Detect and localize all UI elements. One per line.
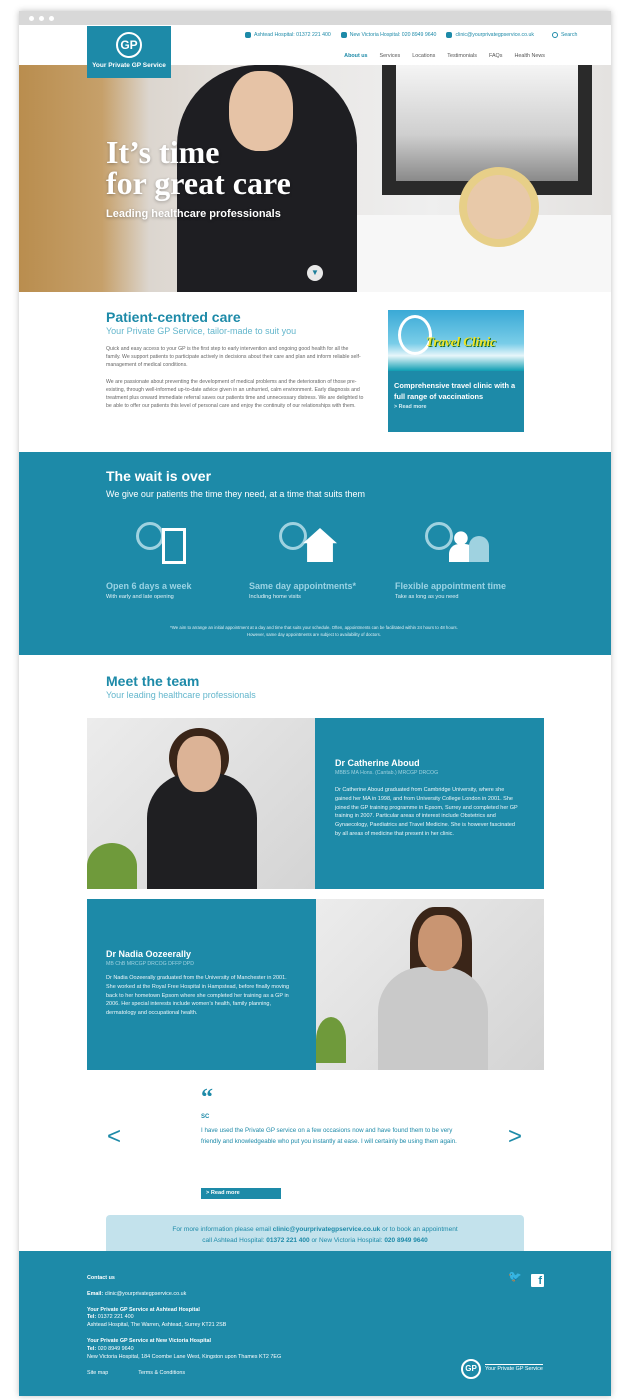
- doctor-bio: Dr Catherine Aboud graduated from Cambridge University, where she gained her MA in 1998, and from University College London in 2001. She joined the GP training programme in Epsom, Surrey and completed her GP training in 2007. Particular areas of interest include Obstetrics and Gynaecology, Paediatrics and Travel Medicine. She is however fascinated by all areas of medicine that present in her clinic.: [335, 787, 518, 837]
- feature-desc: Take as long as you need: [395, 594, 459, 600]
- hero-patient: [459, 167, 539, 247]
- doctor-info: [315, 718, 544, 889]
- contact-text: Ashtead Hospital: 01372 221 400: [254, 32, 331, 38]
- hero-subtitle: Leading healthcare professionals: [106, 208, 281, 220]
- people-clock-icon: [425, 522, 485, 566]
- next-arrow-icon[interactable]: >: [508, 1123, 523, 1150]
- testimonial-text: I have used the Private GP service on a few occasions now and have found them to be very friendly and knowledgeable who put you instantly at ease. I will certainly be using them again.: [201, 1127, 457, 1145]
- phone-icon: [341, 32, 347, 38]
- section-title: The wait is over: [106, 468, 212, 484]
- read-more-button[interactable]: > Read more: [201, 1188, 281, 1199]
- contact-new-victoria[interactable]: [341, 32, 437, 38]
- doctor-photo: [87, 718, 315, 889]
- nav-services[interactable]: Services: [379, 53, 401, 59]
- search-link[interactable]: [552, 32, 577, 38]
- feature-title: Same day appointments*: [249, 581, 357, 591]
- gp-logo-icon: GP: [461, 1359, 481, 1379]
- booking-phone-ashtead[interactable]: 01372 221 400: [266, 1237, 310, 1244]
- doctor-photo: [316, 899, 544, 1070]
- testimonial-author: SC: [201, 1114, 210, 1120]
- wait-section: [19, 452, 611, 655]
- nav-about-us[interactable]: About us: [344, 53, 368, 59]
- window-dot[interactable]: [39, 16, 44, 21]
- doctor-name: Dr Catherine Aboud: [335, 758, 420, 768]
- travel-clinic-promo[interactable]: [388, 310, 524, 432]
- nav-faqs[interactable]: FAQs: [488, 53, 503, 59]
- contact-ashtead[interactable]: [245, 32, 331, 38]
- gp-logo-icon: GP: [116, 32, 142, 58]
- house-clock-icon: [279, 522, 339, 566]
- site-footer: [19, 1251, 611, 1396]
- logo-text: Your Private GP Service: [92, 62, 166, 69]
- footer-link-terms[interactable]: Terms & Conditions: [138, 1370, 186, 1376]
- section-title: Patient-centred care: [106, 309, 241, 325]
- contact-email[interactable]: [446, 32, 534, 38]
- doctor-quals: MBBS MA Hons. (Cantab.) MRCGP DRCOG: [335, 770, 439, 776]
- intro-paragraph: Quick and easy access to your GP is the first step to early intervention and ongoing good health for all the family. We support patients to participate actively in decisions about their care and plan and inform reliable self-management of medical conditions.: [106, 346, 361, 368]
- search-icon: [552, 32, 558, 38]
- feature-desc: Including home visits: [249, 594, 301, 600]
- testimonial-section: [19, 1075, 611, 1221]
- mail-icon: [446, 32, 452, 38]
- availability-note: *We aim to arrange an initial appointment at a day and time that suits your schedule. Often, appointments can be facilitated within 24 hours to 48 hours. However, same day appointments are subject to availability of doctors.: [170, 625, 458, 637]
- footer-contact: [87, 1275, 387, 1369]
- door-clock-icon: [136, 522, 196, 566]
- browser-frame: [19, 11, 611, 1396]
- facebook-icon[interactable]: f: [531, 1274, 544, 1287]
- footer-heading: Contact us: [87, 1275, 115, 1281]
- section-subtitle: We give our patients the time they need, at a time that suits them: [106, 489, 365, 499]
- window-dot[interactable]: [49, 16, 54, 21]
- search-label: Search: [560, 32, 578, 38]
- travel-clinic-script: Travel Clinic: [426, 334, 496, 349]
- footer-email-link[interactable]: clinic@yourprivategpservice.co.uk: [104, 1290, 187, 1297]
- footer-link-sitemap[interactable]: Site map: [87, 1370, 109, 1376]
- doctor-info: [87, 899, 316, 1070]
- section-subtitle: Your leading healthcare professionals: [106, 690, 256, 700]
- promo-title: Comprehensive travel clinic with a full range of vaccinations: [394, 381, 516, 401]
- booking-line-1: For more information please email clinic@yourprivategpservice.co.uk or to book an appointment: [172, 1226, 458, 1233]
- twitter-icon[interactable]: 🐦: [508, 1271, 522, 1283]
- contact-bar: [245, 32, 577, 38]
- feature-desc: With early and late opening: [106, 594, 174, 600]
- team-card[interactable]: [87, 718, 544, 889]
- footer-logo[interactable]: [461, 1359, 543, 1379]
- chevron-down-icon[interactable]: ▼: [307, 265, 323, 281]
- patient-centred-section: [19, 292, 611, 452]
- footer-links: [87, 1370, 185, 1378]
- window-dot[interactable]: [29, 16, 34, 21]
- phone-icon: [245, 32, 251, 38]
- site-header: [19, 25, 611, 69]
- footer-email: Email: clinic@yourprivategpservice.co.uk: [87, 1290, 187, 1297]
- contact-text: clinic@yourprivategpservice.co.uk: [455, 32, 534, 38]
- doctor-bio: Dr Nadia Oozeerally graduated from the University of Manchester in 2001. She worked at the Royal Free Hospital in Hampstead, before finally moving back to her hometown Epsom where she completed her training as a GP in 2006. Her special interests include women’s health, family planning, dermatology and occupational health.: [106, 975, 290, 1017]
- feature-title: Open 6 days a week: [106, 581, 192, 591]
- quote-icon: “: [201, 1085, 213, 1111]
- doctor-name: Dr Nadia Oozeerally: [106, 949, 192, 959]
- footer-logo-text: Your Private GP Service: [485, 1366, 543, 1373]
- booking-phone-nv[interactable]: 020 8949 9640: [384, 1237, 428, 1244]
- site-logo[interactable]: [87, 26, 171, 78]
- nav-testimonials[interactable]: Testimonials: [447, 53, 477, 59]
- footer-ashtead: Your Private GP Service at Ashtead Hospital Tel: 01372 221 400 Ashtead Hospital, The Warren, Ashtead, Surrey KT21 2SB: [87, 1306, 227, 1329]
- doctor-quals: MB ChB MRCGP DRCOG DFFP DPD: [106, 961, 195, 967]
- main-nav: [344, 53, 545, 59]
- contact-text: New Victoria Hospital: 020 8949 9640: [349, 32, 437, 38]
- feature-title: Flexible appointment time: [395, 581, 507, 591]
- nav-locations[interactable]: Locations: [412, 53, 436, 59]
- section-subtitle: Your Private GP Service, tailor-made to suit you: [106, 326, 297, 336]
- booking-line-2: call Ashtead Hospital: 01372 221 400 or New Victoria Hospital: 020 8949 9640: [202, 1237, 428, 1244]
- section-title: Meet the team: [106, 673, 200, 689]
- team-card[interactable]: [87, 899, 544, 1070]
- intro-paragraph: We are passionate about preventing the development of medical problems and the deterioration of those pre-existing, through well-informed up-to-date advice given in an unhurried, calm environment. Early diagnosis and treatment plus onward immediate referral saves our patients time and unnecessary distress. We are delighted to be able to offer our patients this level of personal care and enjoy the continuity of our relationships with them.: [106, 379, 364, 409]
- travel-clinic-image: [388, 310, 524, 371]
- browser-chrome: [19, 11, 611, 25]
- promo-read-more[interactable]: > Read more: [394, 404, 427, 410]
- prev-arrow-icon[interactable]: <: [107, 1123, 122, 1150]
- footer-new-victoria: Your Private GP Service at New Victoria Hospital Tel: 020 8949 9640 New Victoria Hospital, 184 Coombe Lane West, Kingston upon Thames KT2 7EG: [87, 1337, 282, 1360]
- team-section: [19, 655, 611, 1075]
- booking-email-link[interactable]: clinic@yourprivategpservice.co.uk: [272, 1226, 381, 1233]
- hero-title: It’s time for great care: [106, 134, 291, 201]
- hero-banner: [19, 65, 611, 292]
- nav-health-news[interactable]: Health News: [514, 53, 545, 59]
